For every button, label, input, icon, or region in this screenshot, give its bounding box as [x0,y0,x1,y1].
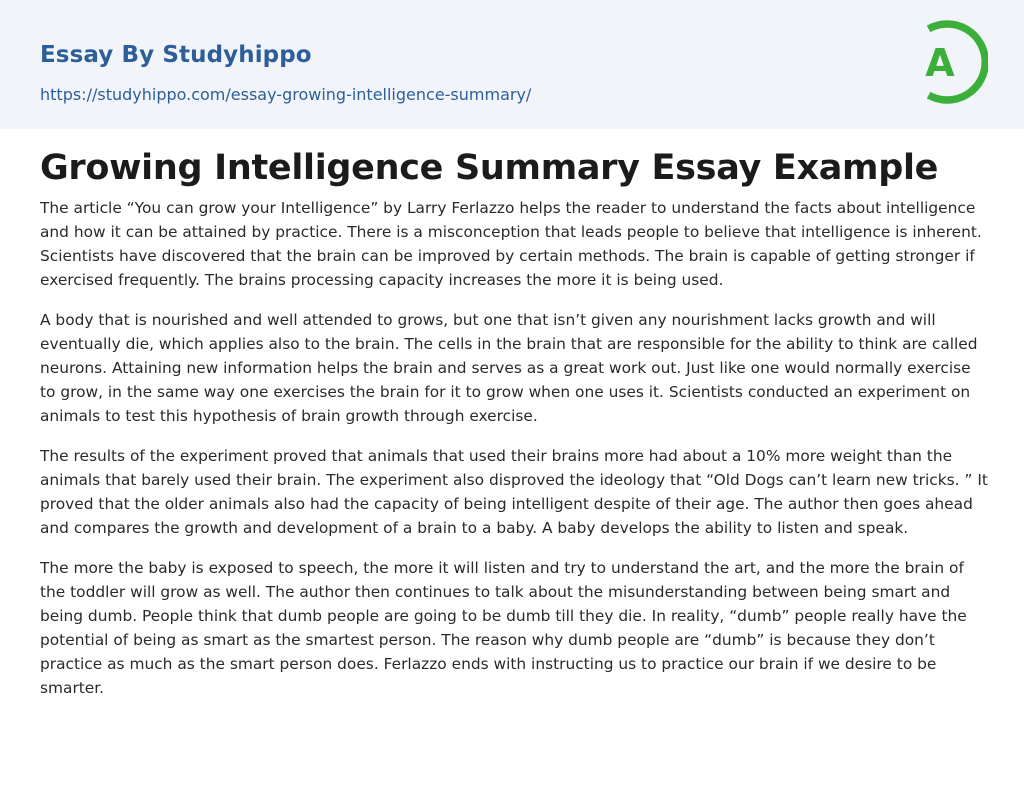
article [40,142,990,700]
page-title: Growing Intelligence Summary Essay Example [40,148,939,188]
article-paragraph: The more the baby is exposed to speech, the more it will listen and try to understand the art, and the more the brain of the toddler will grow as well. The author then continues to talk about the misunderstanding between being smart and being dumb. People think that dumb people are going to be dumb till they die. In reality, “dumb” people really have the potential of being as smart as the smartest person. The reason why dumb people are “dumb” is because they don’t practice as much as the smart person does. Ferlazzo ends with instructing us to practice our brain if we desire to be smarter. [40,559,967,697]
article-paragraph: The results of the experiment proved that animals that used their brains more had about a 10% more weight than the animals that barely used their brain. The experiment also disproved the ideology that “Old Dogs can’t learn new tricks. ” It proved that the older animals also had the capacity of being intelligent despite of their age. The author then goes ahead and compares the growth and development of a brain to a baby. A baby develops the ability to listen and speak. [40,447,988,537]
site-header [0,0,1024,129]
svg-text:A: A [925,41,955,85]
article-paragraph: A body that is nourished and well attended to grows, but one that isn’t given any nourishment lacks growth and will eventually die, which applies also to the brain. The cells in the brain that are responsible for the ability to think are called neurons. Attaining new information helps the brain and serves as a great work out. Just like one would normally exercise to grow, in the same way one exercises the brain for it to grow when one uses it. Scientists conducted an experiment on animals to test this hypothesis of brain growth through exercise. [40,311,978,425]
article-paragraph: The article “You can grow your Intelligence” by Larry Ferlazzo helps the reader to understand the facts about intelligence and how it can be attained by practice. There is a misconception that leads people to believe that intelligence is inherent. Scientists have discovered that the brain can be improved by certain methods. The brain is capable of getting stronger if exercised frequently. The brains processing capacity increases the more it is being used. [40,199,982,289]
studyhippo-logo-icon[interactable] [908,19,988,105]
page-url-link[interactable]: https://studyhippo.com/essay-growing-intelligence-summary/ [40,85,532,104]
brand-title[interactable]: Essay By Studyhippo [40,42,312,68]
